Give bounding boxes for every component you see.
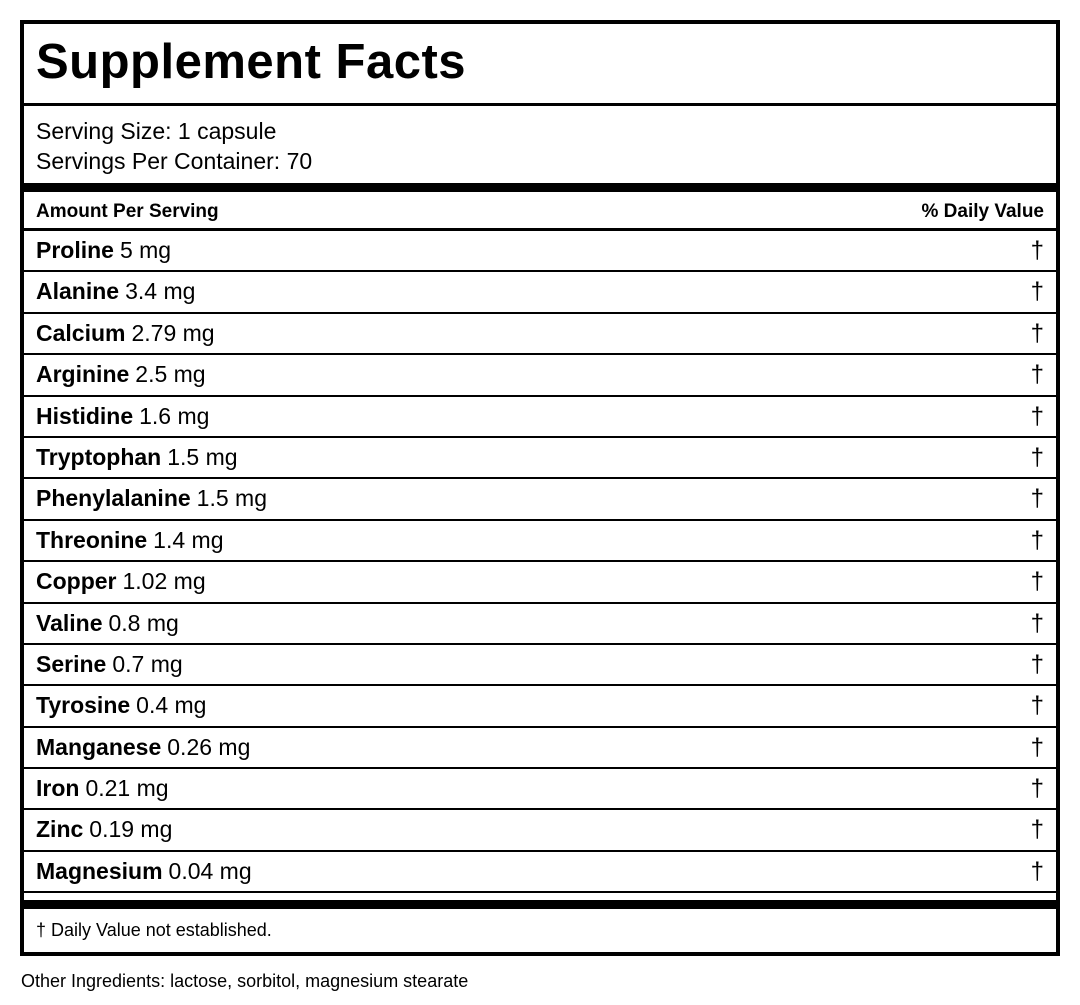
nutrient-row <box>24 355 1056 396</box>
nutrient-name-amount <box>36 319 215 346</box>
nutrient-name: Magnesium <box>36 857 163 884</box>
daily-value-header: % Daily Value <box>921 201 1044 222</box>
nutrient-row <box>24 479 1056 520</box>
nutrient-name-amount <box>36 650 183 677</box>
nutrient-amount: 1.5 mg <box>167 443 238 470</box>
nutrient-name: Tyrosine <box>36 692 131 719</box>
nutrient-daily-value: † <box>1030 857 1044 885</box>
title-divider <box>24 103 1056 106</box>
nutrient-row <box>24 769 1056 810</box>
nutrient-name: Manganese <box>36 733 162 760</box>
nutrient-name-amount <box>36 363 206 386</box>
nutrient-name-amount <box>36 402 210 429</box>
nutrient-row <box>24 562 1056 603</box>
panel-title: Supplement Facts <box>36 35 467 89</box>
nutrient-daily-value: † <box>1030 568 1044 596</box>
nutrient-name: Tryptophan <box>36 443 162 470</box>
nutrient-name-amount <box>36 487 267 510</box>
nutrient-name: Serine <box>36 650 107 677</box>
nutrient-daily-value: † <box>1030 485 1044 513</box>
thick-divider-top <box>24 183 1056 192</box>
nutrient-row <box>24 272 1056 313</box>
nutrient-name-amount <box>36 733 251 760</box>
nutrient-daily-value: † <box>1030 775 1044 803</box>
other-ingredients: Other Ingredients: lactose, sorbitol, magnesium stearate <box>21 971 469 991</box>
nutrient-amount: 1.6 mg <box>139 402 210 429</box>
nutrient-daily-value: † <box>1030 609 1044 637</box>
nutrient-name-amount <box>36 694 206 717</box>
nutrient-daily-value: † <box>1030 319 1044 347</box>
nutrient-daily-value: † <box>1030 526 1044 554</box>
nutrient-row <box>24 231 1056 272</box>
nutrient-name-amount <box>36 443 238 470</box>
nutrient-amount: 0.7 mg <box>112 650 183 677</box>
nutrient-row <box>24 438 1056 479</box>
nutrient-daily-value: † <box>1030 402 1044 430</box>
nutrient-daily-value: † <box>1030 361 1044 389</box>
nutrient-amount: 2.5 mg <box>135 361 206 388</box>
nutrient-daily-value: † <box>1030 816 1044 844</box>
nutrient-name: Valine <box>36 609 103 636</box>
nutrient-amount: 0.19 mg <box>89 816 173 843</box>
nutrient-daily-value: † <box>1030 650 1044 678</box>
nutrient-row <box>24 397 1056 438</box>
nutrient-row <box>24 314 1056 355</box>
nutrient-row <box>24 521 1056 562</box>
nutrient-amount: 3.4 mg <box>125 278 196 305</box>
nutrient-name: Copper <box>36 568 117 595</box>
amount-per-serving-header: Amount Per Serving <box>36 201 219 222</box>
nutrient-name: Threonine <box>36 526 148 553</box>
nutrient-row <box>24 728 1056 769</box>
nutrient-list <box>24 231 1056 893</box>
nutrient-daily-value: † <box>1030 733 1044 761</box>
nutrient-name: Iron <box>36 775 80 802</box>
nutrient-name-amount <box>36 280 195 303</box>
nutrient-daily-value: † <box>1030 237 1044 264</box>
nutrient-daily-value: † <box>1030 443 1044 471</box>
supplement-facts-panel <box>20 20 1060 956</box>
nutrient-amount: 0.8 mg <box>108 609 179 636</box>
nutrient-row <box>24 645 1056 686</box>
nutrient-amount: 1.4 mg <box>153 526 224 553</box>
nutrient-name: Calcium <box>36 319 126 346</box>
nutrient-name-amount <box>36 526 224 553</box>
nutrient-daily-value: † <box>1030 692 1044 720</box>
servings-per-container: Servings Per Container: 70 <box>36 148 313 174</box>
nutrient-name: Phenylalanine <box>36 485 191 512</box>
nutrient-amount: 0.21 mg <box>85 775 169 802</box>
nutrient-name: Proline <box>36 237 114 263</box>
nutrient-name-amount <box>36 777 169 800</box>
nutrient-amount: 1.02 mg <box>122 568 206 595</box>
nutrient-daily-value: † <box>1030 278 1044 306</box>
nutrient-name: Zinc <box>36 816 84 843</box>
nutrient-name: Arginine <box>36 361 130 388</box>
nutrient-name-amount <box>36 857 252 884</box>
nutrient-row <box>24 686 1056 727</box>
nutrient-amount: 0.26 mg <box>167 733 251 760</box>
nutrient-amount: 2.79 mg <box>131 319 215 346</box>
nutrient-row <box>24 852 1056 893</box>
nutrient-row <box>24 604 1056 645</box>
serving-size: Serving Size: 1 capsule <box>36 118 277 144</box>
nutrient-amount: 1.5 mg <box>196 485 267 512</box>
nutrient-amount: 5 mg <box>119 237 172 263</box>
nutrient-amount: 0.4 mg <box>136 692 207 719</box>
nutrient-name-amount <box>36 818 172 841</box>
nutrient-row <box>24 810 1056 851</box>
nutrient-amount: 0.04 mg <box>168 857 252 884</box>
nutrient-name-amount <box>36 570 206 593</box>
nutrient-name: Histidine <box>36 402 134 429</box>
nutrient-name: Alanine <box>36 278 120 305</box>
daily-value-footnote: † Daily Value not established. <box>36 920 272 940</box>
nutrient-name-amount <box>36 609 179 636</box>
nutrient-name-amount <box>36 239 171 262</box>
thick-divider-bottom <box>24 900 1056 909</box>
